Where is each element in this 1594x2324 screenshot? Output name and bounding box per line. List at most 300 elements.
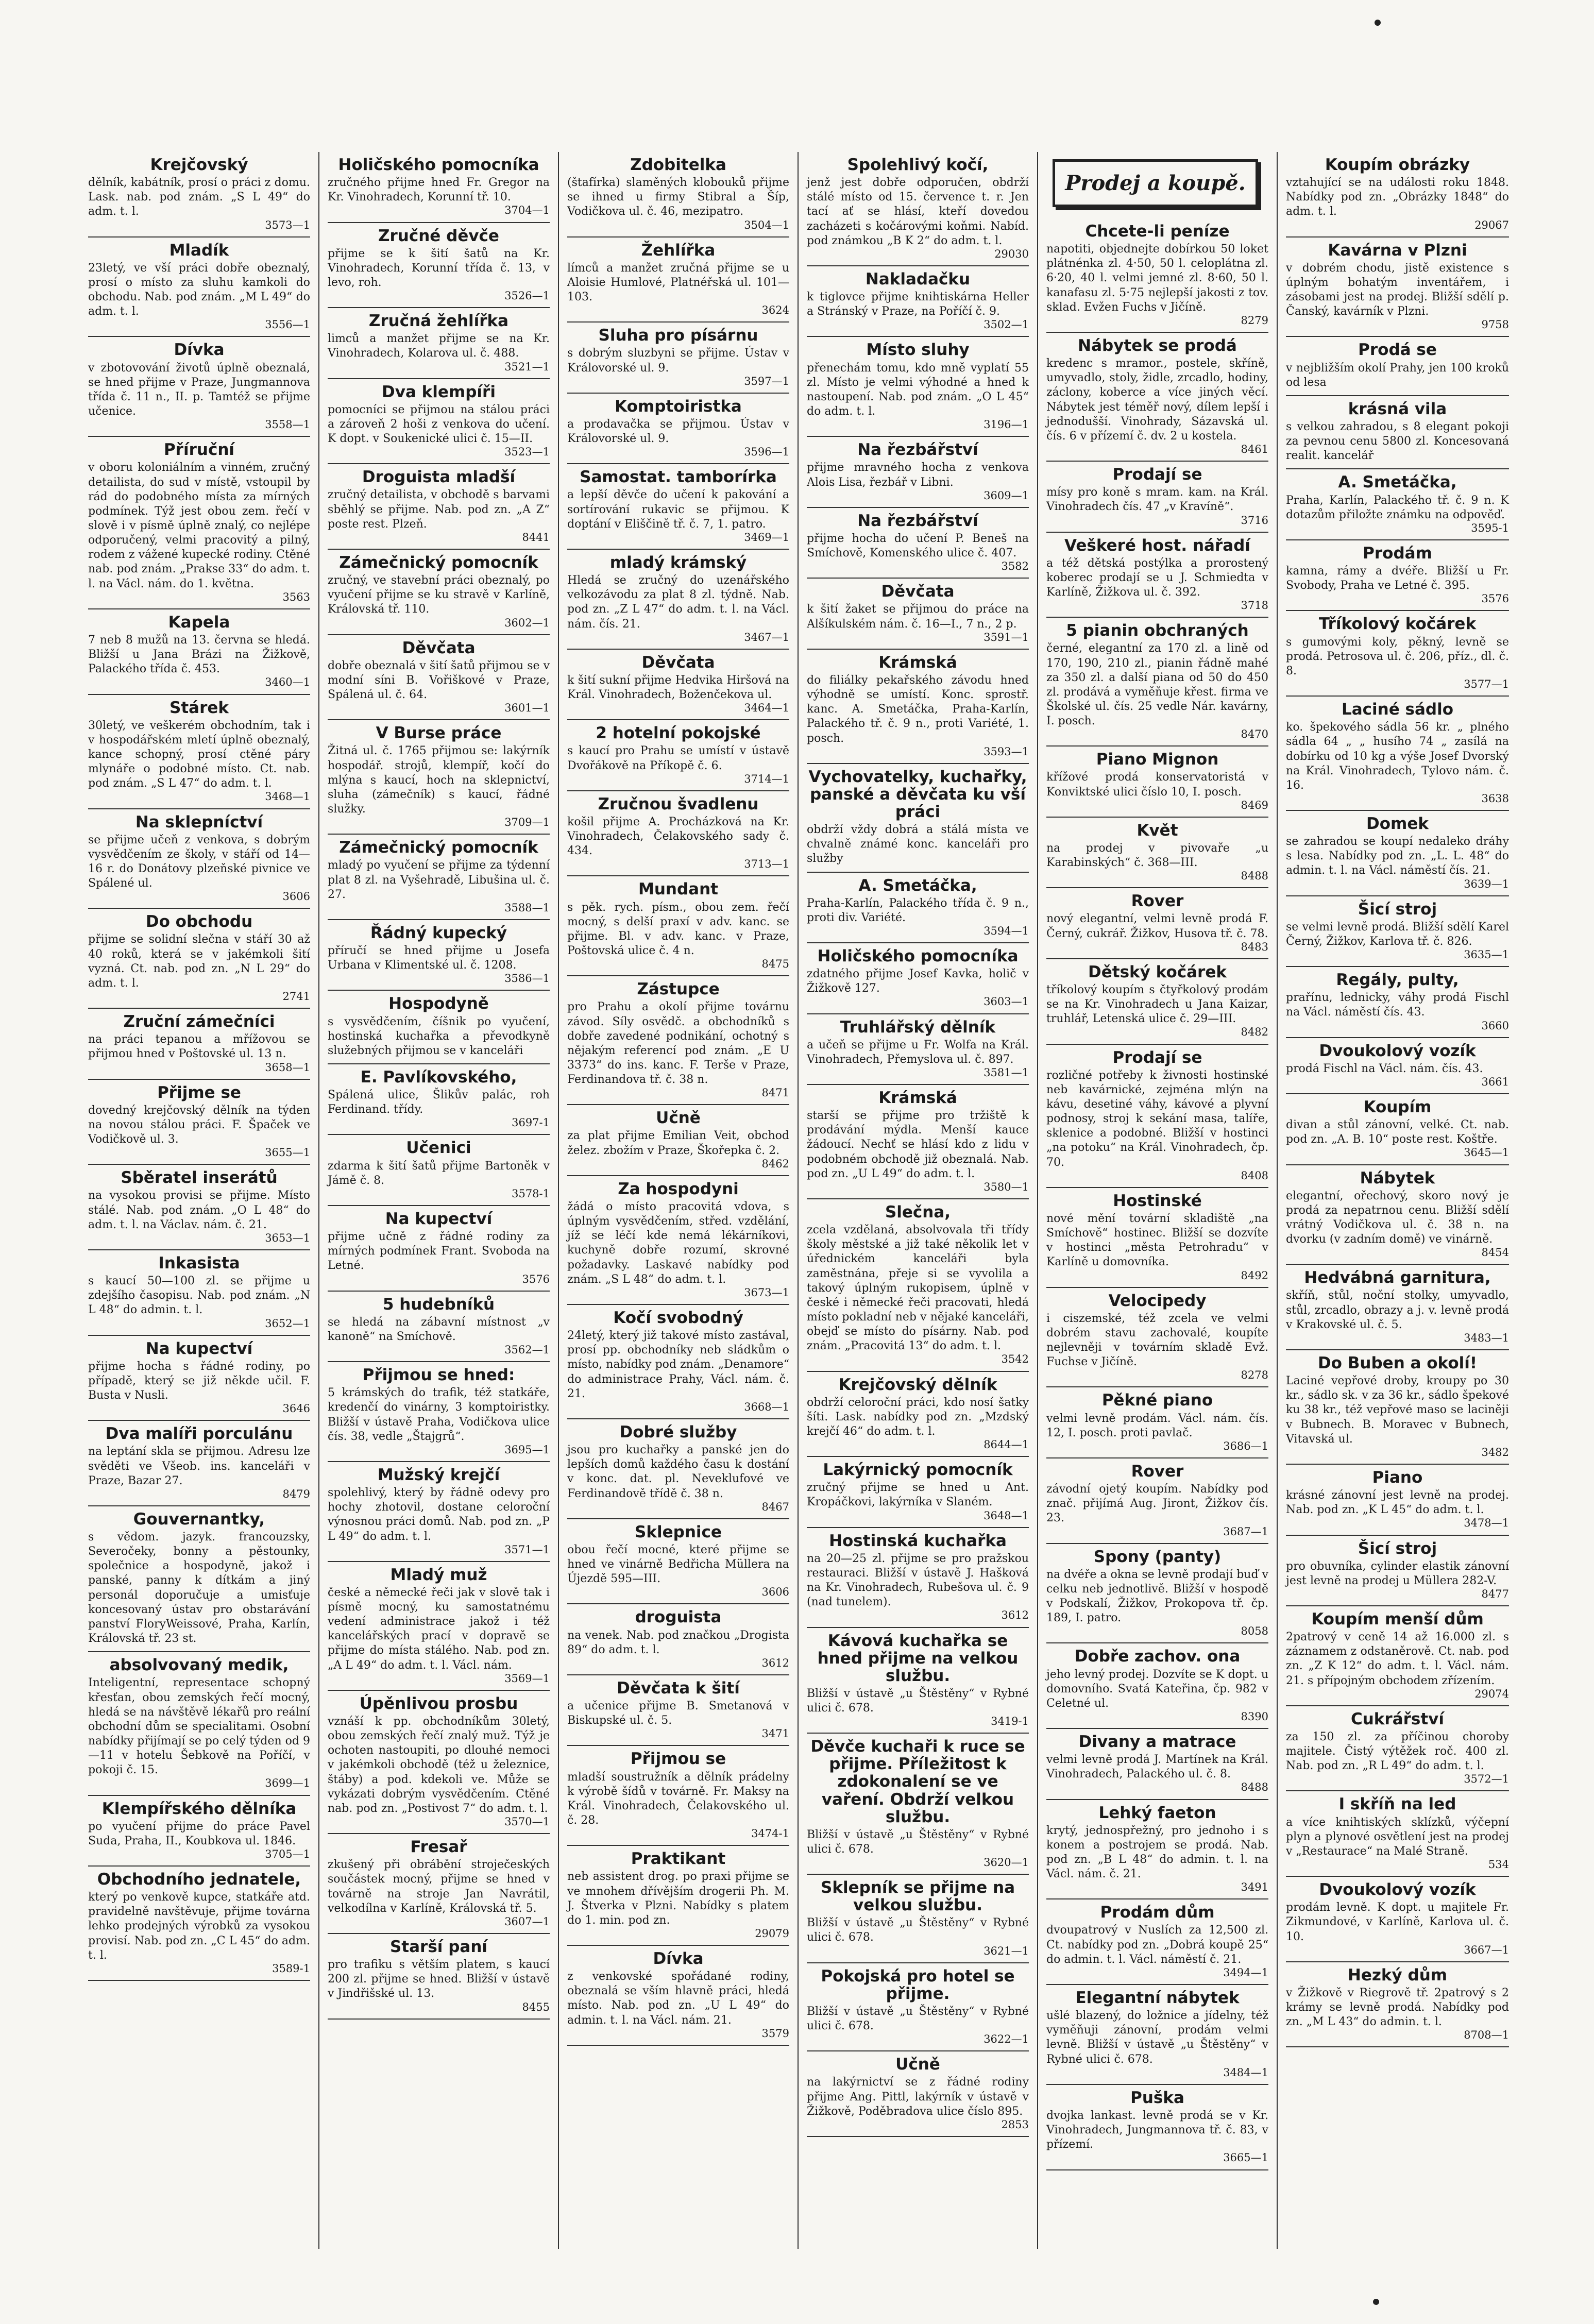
ad-title: Zručná žehlířka: [368, 312, 509, 331]
ad-code: 8471: [761, 1087, 789, 1099]
ad-title: Květ: [1137, 821, 1178, 840]
ad-body: na prodej v pivovaře „u Karabinských“ č. 368—III.: [1046, 841, 1268, 870]
ad-code: 8475: [761, 958, 789, 971]
classified-ad: [88, 1336, 310, 1421]
ad-code: 3655—1: [265, 1146, 310, 1159]
ad-title: Prodám dům: [1100, 1903, 1215, 1922]
ad-body: z venkovské spořádané rodiny, obeznalá se vším hlavně práci, hledá místo. Nab. pod zn. „U L 49“ do admin. t. l. na Václ. nám. 21.: [567, 1970, 789, 2027]
classified-ad: [1286, 469, 1509, 540]
ad-title: Děvčata k šití: [617, 1678, 740, 1698]
ad-body: pro trafiku s větším platem, s kaucí 200 zl. přijme se hned. Bližší v ústavě v Jindřišské ul. 13.: [328, 1958, 550, 2000]
ad-code: 3419-1: [991, 1715, 1029, 1728]
ad-code: 3635—1: [1464, 948, 1509, 961]
ad-code: 3612: [761, 1656, 789, 1669]
classified-ad: [328, 1135, 550, 1206]
ad-title: Cukrářství: [1350, 1709, 1445, 1728]
ad-title: Divany a matrace: [1078, 1733, 1236, 1752]
ad-body: a učeň se přijme u Fr. Wolfa na Král. Vinohradech, Přemyslova ul. č. 897.: [807, 1038, 1029, 1066]
ad-code: 29079: [755, 1927, 789, 1940]
ad-body: české a německé řeči jak v slově tak i písmě mocný, ku samostatnému vedení administrace jakož i též kancelářských prací v dopravě se přijme do místa stálého. Nab. pod zn. „A L 49“ do adm. t. l. Václ. nám.: [328, 1586, 550, 1672]
classified-ad: [328, 1206, 550, 1292]
classified-ad: [88, 337, 310, 437]
ad-body: a více knihtiských sklízků, výčepní plyn a plynové osvětlení jest na prodej v „Restaurace“ na Malé Straně.: [1286, 1816, 1509, 1858]
classified-ad: [88, 238, 310, 337]
classified-ad: [328, 1362, 550, 1462]
ad-code: 3705—1: [265, 1847, 310, 1860]
classified-ad: [1046, 333, 1268, 462]
classified-ad: [1046, 218, 1268, 333]
ad-title: Pěkné piano: [1101, 1391, 1213, 1410]
ad-body: nové mění tovární skladiště „na Smíchově“ hostinec. Bližší se dozvíte v hostinci „města Petrohradu“ v Karlíně u domovníka.: [1046, 1212, 1268, 1269]
ad-title: Děvče kuchaři k ruce se přijme. Příležitost k zdokonalení se ve vaření. Obdrží velkou službu.: [810, 1737, 1025, 1826]
ad-body: přijme mravného hocha z venkova Alois Lisa, řezbář v Libni.: [807, 461, 1029, 489]
ad-title: Dva malíři porculánu: [105, 1424, 293, 1444]
classified-ad: [567, 323, 789, 394]
classified-ad: [88, 1165, 310, 1250]
classified-ad: [807, 1875, 1029, 1963]
classified-ad: [807, 1734, 1029, 1875]
ad-title: Nakladačku: [865, 269, 971, 289]
ad-title: Hostinské: [1113, 1191, 1202, 1210]
ad-code: 3673—1: [744, 1286, 789, 1299]
ad-body: mladší soustružník a dělník prádelny k výrobě šídů v továrně. Fr. Maksy na Král. Vinohradech, Čelakovského ul. č. 28.: [567, 1770, 789, 1827]
ad-title: droguista: [635, 1608, 722, 1627]
classified-ad: [807, 1628, 1029, 1734]
ad-code: 3607—1: [504, 1915, 550, 1928]
classified-ad: [1046, 1643, 1268, 1729]
ad-body: spolehlivý, který by řádně odevy pro hochy zhotovil, dostane celoroční výnosnou práci domů. Nab. pod zn. „P L 49“ do adm. t. l.: [328, 1486, 550, 1543]
ad-title: Sběratel inserátů: [121, 1168, 278, 1188]
ad-body: přenechám tomu, kdo mně vyplatí 55 zl. Místo je velmi výhodné a hned k nastoupení. Nab. pod znám. „O L 45“ do adm. t. l.: [807, 361, 1029, 418]
ad-code: 8488: [1241, 870, 1268, 883]
ad-title: Dívka: [174, 341, 225, 360]
ad-title: Dívka: [653, 1949, 704, 1969]
ad-body: zručný detailista, v obchodě s barvami sběhlý se přijme. Nab. pod zn. „A Z“ poste rest. Plzeň.: [328, 488, 550, 531]
classified-ad: [328, 635, 550, 721]
classified-ad: [1286, 540, 1509, 612]
classified-ad: [88, 695, 310, 809]
classified-ad: [807, 1085, 1029, 1199]
ad-code: 3581—1: [983, 1066, 1029, 1079]
ad-body: obdrží celoroční práci, kdo nosí šatky šíti. Lask. nabídky pod zn. „Mzdský krejčí 46“ do adm. t. l.: [807, 1396, 1029, 1438]
classified-ad: [1286, 1265, 1509, 1350]
ad-code: 3695—1: [504, 1443, 550, 1456]
classified-ad: [88, 1506, 310, 1652]
ad-body: ušlé blazený, do ložnice a jídelny, též vyměňuji zánovní, prodám velmi levně. Bližší v ústavě „u Štěstěny“ v Rybné ulici č. 678.: [1046, 2009, 1268, 2066]
ad-body: s dobrým sluzbyni se přijme. Ústav v Královorské ul. 9.: [567, 347, 789, 375]
ad-code: 29067: [1474, 218, 1509, 231]
ad-code: 8390: [1241, 1710, 1268, 1723]
ad-title: A. Smetáčka,: [858, 876, 977, 895]
classified-ad: [328, 152, 550, 223]
ad-code: 3622—1: [983, 2033, 1029, 2046]
classified-ad: [328, 991, 550, 1064]
classified-ad: [88, 1867, 310, 1981]
classified-ad: [328, 1834, 550, 1934]
ad-title: Inkasista: [158, 1253, 240, 1273]
classified-ad: [1286, 1165, 1509, 1265]
classified-ad: [807, 2051, 1029, 2137]
classified-ads-page: [80, 152, 1517, 2249]
classified-ad: [567, 1675, 789, 1746]
ad-body: vztahující se na události roku 1848. Nabídky pod zn. „Obrázky 1848“ do adm. t. l.: [1286, 176, 1509, 218]
scan-speck: [1373, 2299, 1379, 2305]
classified-ad: [1046, 1729, 1268, 1800]
ad-body: přijme se k šití šatů na Kr. Vinohradech, Korunní třída č. 13, v levo, roh.: [328, 247, 550, 289]
ad-title: Krejčovský: [150, 156, 248, 174]
classified-ad: [807, 1199, 1029, 1372]
ad-title: Mužský krejčí: [377, 1465, 500, 1484]
ad-title: Elegantní nábytek: [1075, 1989, 1240, 2008]
ad-title: Lakýrnický pomocník: [823, 1461, 1013, 1480]
classified-ad: [1286, 1791, 1509, 1877]
classified-ad: [807, 1372, 1029, 1457]
classified-ad: [328, 1064, 550, 1135]
classified-ad: [328, 1292, 550, 1363]
ad-title: Prodám: [1363, 544, 1432, 563]
classified-ad: [567, 650, 789, 721]
ad-code: 3714—1: [744, 772, 789, 785]
ad-title: Truhlářský dělník: [840, 1017, 996, 1037]
ad-title: Příruční: [163, 440, 235, 460]
ad-title: Do obchodu: [145, 912, 253, 931]
ad-title: Hospodyně: [388, 994, 489, 1013]
ad-title: 5 pianin obchraných: [1066, 621, 1249, 640]
ad-code: 3594—1: [983, 924, 1029, 937]
ad-code: 3620—1: [983, 1856, 1029, 1869]
ad-body: na dvéře a okna se levně prodají buď v celku neb jednotlivě. Bližší v hospodě v Podskalí, Žižkov, Prokopova tř. čp. 189, I. patro.: [1046, 1568, 1268, 1625]
ad-code: 3639—1: [1464, 877, 1509, 890]
classified-ad: [567, 1946, 789, 2046]
ad-title: Fresař: [410, 1838, 467, 1857]
ad-body: Inteligentní, representace schopný křesťan, obou zemských řečí mocný, hledá se na návštěvě lékařů pro reální obchodní dům se specialitami. Osobní nabídky přijímají se po celý týden od 9—11 v hotelu Šebkově na Poříčí, v pokoji č. 15.: [88, 1676, 310, 1777]
ad-code: 3467—1: [744, 631, 789, 643]
ad-code: 3595-1: [1471, 521, 1509, 534]
ad-code: 8278: [1241, 1369, 1268, 1382]
ad-body: v dobrém chodu, jistě existence s úplným bohatým inventářem, i zásobami jest na prodej. Bližší sdělí p. Čanský, kavárník v Plzni.: [1286, 261, 1509, 318]
ad-title: V Burse práce: [376, 724, 502, 743]
classified-ad: [1286, 896, 1509, 968]
ad-code: 3580—1: [983, 1180, 1029, 1193]
ad-code: 3526—1: [504, 290, 550, 302]
ad-code: 3591—1: [983, 631, 1029, 643]
ad-body: zcela vzdělaná, absolvovala tři třídy školy městské a již také několik let v úřednickém kanceláři byla zaměstnána, přeje si se vyvolila a takový úplným rukopisem, úplně v české i německé řeči pracovati, hledá místo pokladní neb v nějaké kanceláři, obejď se místo do písárny. Nab. pod znám. „Pracovitá 13“ do adm. t. l.: [807, 1224, 1029, 1353]
ad-title: Dvoukolový vozík: [1319, 1041, 1476, 1060]
ad-code: 3609—1: [983, 489, 1029, 502]
ad-body: k šití sukní přijme Hedvika Hiršová na Král. Vinohradech, Boženčekova ul.: [567, 673, 789, 702]
ad-title: Krámská: [878, 653, 957, 672]
column-3: [559, 152, 799, 2249]
ad-title: Regály, pulty,: [1336, 971, 1459, 990]
ad-code: 8455: [522, 2000, 550, 2013]
ad-title: Místo sluhy: [866, 341, 970, 360]
classified-ad: [567, 238, 789, 323]
ad-title: absolvovaný medik,: [109, 1656, 289, 1675]
ad-title: Děvčata: [402, 638, 476, 657]
classified-ad: [88, 1080, 310, 1165]
ad-body: Laciné vepřové droby, kroupy po 30 kr., sádlo sk. v za 36 kr., sádlo špekové ku 38 kr., též vepřové maso se laciněji v Bubnech. B. Moravec v Bubnech, Vitavská ul.: [1286, 1375, 1509, 1446]
ad-title: Obchodního jednatele,: [97, 1870, 301, 1889]
ad-body: s gumovými koly, pěkný, levně se prodá. Petrosova ul. č. 206, příz., dl. č. 8.: [1286, 635, 1509, 677]
ad-body: elegantní, ořechový, skoro nový je prodá za nepatrnou cenu. Bližší sdělí vrátný Vodičkova ul. č. 38 n. na dvorku (v zadním domě) ve vinárně.: [1286, 1189, 1509, 1246]
ad-code: 3716: [1241, 514, 1268, 527]
ad-code: 29074: [1474, 1687, 1509, 1700]
classified-ad: [567, 1519, 789, 1605]
ad-body: s velkou zahradou, s 8 elegant pokoji za pevnou cenu 5800 zl. Koncesovaná realit. kancelář: [1286, 420, 1509, 463]
ad-code: 3569—1: [504, 1672, 550, 1685]
ad-body: velmi levně prodá J. Martínek na Král. Vinohradech, Palackého ul. č. 8.: [1046, 1753, 1268, 1781]
ad-body: velmi levně prodám. Václ. nám. čís. 12, I. posch. proti pavlač.: [1046, 1412, 1268, 1439]
ad-body: mísy pro koně s mram. kam. na Král. Vinohradech čís. 47 „v Kravíně“.: [1046, 486, 1268, 514]
ad-code: 3576: [522, 1273, 550, 1285]
classified-ad: [328, 223, 550, 309]
ad-title: Samostat. tamborírka: [580, 468, 777, 487]
ad-body: dělník, kabátník, prosí o práci z domu. Lask. nab. pod znám. „S L 49“ do adm. t. l.: [88, 176, 310, 218]
section-header: Prodej a koupě.: [1053, 159, 1258, 207]
ad-body: a též dětská postýlka a prorostený koberec prodají se u J. Schmiedta v Karlíně, Žižkova ul. č. 392.: [1046, 556, 1268, 599]
ad-code: 3571—1: [504, 1543, 550, 1556]
ad-body: se zahradou se koupí nedaleko dráhy s lesa. Nabídky pod zn. „L. L. 48“ do admin. t. l. na Václ. náměstí čís. 21.: [1286, 835, 1509, 877]
column-2: [319, 152, 559, 2249]
ad-title: I skříň na led: [1338, 1795, 1456, 1814]
ad-body: v Žižkově v Riegrově tř. 2patrový s 2 krámy se levně prodá. Nabídky pod zn. „M L 43“ do admin. t. l.: [1286, 1986, 1509, 2029]
ad-code: 8483: [1241, 940, 1268, 953]
classified-ad: [1046, 1045, 1268, 1188]
classified-ad: [567, 1604, 789, 1675]
ad-body: černé, elegantní za 170 zl. a lině od 170, 190, 210 zl., pianin řádně mahé za 350 zl. a další piana od 50 do 450 zl. prodává a vyměňuje křest. firma ve Školské ul. čís. 25 vedle Nár. kavárny, I. posch.: [1046, 642, 1268, 728]
ad-code: 3562—1: [504, 1344, 550, 1356]
classified-ad: [1286, 1465, 1509, 1536]
classified-ad: [88, 1421, 310, 1506]
classified-ad: [328, 464, 550, 550]
ad-title: Vychovatelky, kuchařky, panské a děvčata ku vší práci: [808, 767, 1027, 821]
ad-title: Na sklepníctví: [135, 812, 263, 832]
ad-code: 3603—1: [983, 995, 1029, 1008]
ad-code: 3652—1: [265, 1317, 310, 1330]
ad-code: 3645—1: [1464, 1146, 1509, 1159]
ad-body: pro obuvníka, cylinder elastik zánovní jest levně na prodej u Müllera 282-V.: [1286, 1559, 1509, 1587]
column-4: [799, 152, 1038, 2249]
ad-title: Řádný kupecký: [370, 923, 507, 942]
ad-body: dvoupatrový v Nuslích za 12,500 zl. Ct. nabídky pod zn. „Dobrá koupě 25“ do admin. t. l. Václ. náměstí č. 21.: [1046, 1924, 1268, 1966]
ad-code: 3588—1: [504, 901, 550, 914]
classified-ad: [567, 550, 789, 650]
classified-ad: [328, 920, 550, 991]
ad-body: s pěk. rych. písm., obou zem. řečí mocný, s delší praxí v adv. kanc. se přijme. Bl. v adv. kanc. v Praze, Poštovská ulice č. 4 n.: [567, 901, 789, 957]
ad-code: 2853: [1001, 2118, 1029, 2131]
ad-code: 8441: [522, 531, 550, 544]
ad-title: Klempířského dělníka: [101, 1799, 297, 1818]
ad-title: Rover: [1131, 1462, 1184, 1481]
ad-body: i ciszemské, též zcela ve velmi dobrém stavu zachovalé, koupíte nejlevněji v továrním skladě Evž. Fuchse v Jičíně.: [1046, 1312, 1268, 1369]
ad-body: Praha, Karlín, Palackého tř. č. 9 n. K dotazům přiložte známku na odpověď.: [1286, 494, 1509, 521]
ad-body: zručného přijme hned Fr. Gregor na Kr. Vinohradech, Korunní tř. 10.: [328, 176, 550, 204]
classified-ad: [328, 550, 550, 635]
ad-title: Pokojská pro hotel se přijme.: [821, 1966, 1015, 2003]
ad-body: přijme učně z řádné rodiny za mírných podmínek Frant. Svoboda na Letné.: [328, 1230, 550, 1273]
classified-ad: [1286, 337, 1509, 396]
ad-title: Spony (panty): [1093, 1547, 1222, 1566]
ad-title: Učně: [895, 2055, 940, 2074]
classified-ad: [807, 266, 1029, 337]
ad-title: mladý krámský: [609, 553, 747, 572]
ad-code: 29030: [994, 247, 1029, 260]
ad-body: 24letý, který již takové místo zastával, prosí pp. obchodníky neb sládkům o místo, nabídky pod znám. „Denamore“ do administrace Prahy, Václ. nám. č. 21.: [567, 1329, 789, 1400]
ad-title: 2 hotelní pokojské: [596, 724, 761, 743]
ad-title: Hostinská kuchařka: [829, 1531, 1007, 1550]
classified-ad: [1286, 1606, 1509, 1706]
ad-body: na lakýrnictví se z řádné rodiny přijme Ang. Pittl, lakýrník v ústavě v Žižkově, Poděbradova ulice číslo 895.: [807, 2076, 1029, 2118]
classified-ad: [328, 308, 550, 379]
ad-code: 3589-1: [272, 1962, 310, 1975]
ad-code: 8488: [1241, 1781, 1268, 1794]
classified-ad: [567, 1176, 789, 1305]
ad-code: 3621—1: [983, 1944, 1029, 1957]
ad-title: 5 hudebníků: [382, 1295, 495, 1314]
ad-title: Koupím: [1363, 1098, 1432, 1117]
column-5: [1038, 152, 1278, 2249]
ad-title: Hedvábná garnitura,: [1304, 1268, 1491, 1287]
ad-code: 3665—1: [1223, 2151, 1268, 2164]
classified-ad: [328, 1691, 550, 1834]
ad-body: nový elegantní, velmi levně prodá F. Černý, cukrář. Žižkov, Husova tř. č. 78.: [1046, 912, 1268, 940]
classified-ad: [88, 152, 310, 238]
ad-title: Dobré služby: [619, 1422, 737, 1441]
ad-code: 3484—1: [1223, 2066, 1268, 2079]
ad-title: Puška: [1130, 2088, 1184, 2107]
ad-body: obdrží vždy dobrá a stálá místa ve chvalně známé konc. kanceláři pro služby: [807, 823, 1029, 866]
ad-code: 3576: [1481, 592, 1509, 605]
classified-ad: [1046, 1288, 1268, 1388]
ad-body: kamna, rámy a dvéře. Bližší u Fr. Svobody, Praha ve Letné č. 395.: [1286, 565, 1509, 592]
ad-code: 8462: [761, 1157, 789, 1170]
ad-body: košil přijme A. Procházková na Kr. Vinohradech, Čelakovského sady č. 434.: [567, 815, 789, 858]
ad-title: Kočí svobodný: [613, 1309, 743, 1327]
ad-title: Starší paní: [389, 1937, 488, 1956]
ad-title: Přijmou se hned:: [362, 1366, 515, 1385]
ad-title: Mladík: [169, 241, 229, 260]
classified-ad: [88, 809, 310, 909]
ad-code: 8477: [1481, 1587, 1509, 1600]
ad-body: přijme hocha do učení P. Beneš na Smíchově, Komenského ulice č. 407.: [807, 532, 1029, 560]
ad-title: Do Buben a okolí!: [1317, 1354, 1478, 1373]
classified-ad: [567, 791, 789, 877]
ad-body: na leptání skla se přijmou. Adresu lze svěděti ve Všeob. ins. kanceláři v Praze, Bazar 27.: [88, 1445, 310, 1487]
ad-title: Gouvernantky,: [133, 1509, 265, 1529]
ad-code: 2741: [282, 990, 310, 1003]
ad-code: 3577—1: [1464, 678, 1509, 690]
scan-speck: [1375, 20, 1381, 26]
ad-title: Veškeré host. nářadí: [1064, 536, 1250, 555]
ad-body: který po venkově kupce, statkáře atd. pravidelně navštěvuje, přijme továrna lehko prodejných výrobků za vysokou provisí. Nab. pod zn. „C L 45“ do adm. t. l.: [88, 1891, 310, 1962]
ad-code: 3709—1: [504, 816, 550, 829]
classified-ad: [1046, 533, 1268, 618]
ad-title: Droguista mladší: [362, 468, 516, 487]
ad-body: a učenice přijme B. Smetanová v Biskupské ul. č. 5.: [567, 1700, 789, 1727]
ad-title: Domek: [1366, 815, 1429, 834]
ad-code: 3704—1: [504, 204, 550, 217]
ad-code: 3667—1: [1464, 1943, 1509, 1956]
ad-code: 3661: [1481, 1075, 1509, 1088]
ad-title: Přijmou se: [630, 1750, 726, 1769]
ad-code: 3593—1: [983, 745, 1029, 758]
ad-title: Děvčata: [641, 653, 715, 672]
ad-code: 3474-1: [751, 1827, 789, 1840]
ad-body: s kaucí pro Prahu se umístí v ústavě Dvořákově na Příkopě č. 6.: [567, 744, 789, 772]
classified-ad: [807, 1014, 1029, 1085]
classified-ad: [88, 1250, 310, 1336]
ad-body: (štafírka) slaměných klobouků přijme se ihned u firmy Stibral a Šíp, Vodičkova ul. č. 46, mezipatro.: [567, 176, 789, 218]
ad-body: prodám levně. K dopt. u majitele Fr. Zikmundové, v Karlíně, Karlova ul. č. 10.: [1286, 1901, 1509, 1943]
ad-title: Sluha pro písárnu: [598, 326, 758, 345]
column-6: [1278, 152, 1517, 2249]
ad-title: Slečna,: [885, 1202, 951, 1222]
ad-title: Dvoukolový vozík: [1319, 1880, 1476, 1899]
ad-code: 3686—1: [1223, 1439, 1268, 1452]
classified-ad: [1046, 618, 1268, 747]
ad-title: Prodají se: [1112, 1048, 1202, 1067]
classified-ad: [1046, 1387, 1268, 1458]
ad-title: Žehlířka: [641, 241, 716, 260]
ad-body: dobře obeznalá v šití šatů přijmou se v modní síni B. Vořiškové v Praze, Spálená ul. č. 64.: [328, 659, 550, 702]
ad-code: 3196—1: [983, 418, 1029, 431]
classified-ad: [1286, 1094, 1509, 1165]
ad-body: zručný přijme se hned u Ant. Kropáčkovi, lakýrníka v Slaném.: [807, 1481, 1029, 1509]
ad-body: 23letý, ve vší práci dobře obeznalý, prosí o místo za sluhu kamkoli do obchodu. Nab. pod znám. „M L 49“ do adm. t. l.: [88, 261, 310, 318]
ad-body: prodá Fischl na Václ. nám. čís. 43.: [1286, 1062, 1483, 1075]
ad-body: zdarma k šití šatů přijme Bartoněk v Jámě č. 8.: [328, 1159, 550, 1187]
ad-title: Zručné děvče: [378, 226, 499, 245]
ad-body: rozličné potřeby k živnosti hostinské neb kavárnické, zejména mlýn na kávu, desetiné váhy, kávové a plyvní podnosy, stroj k sekání masa, talíře, sklenice a podobné. Bližší v hostinci „na potoku“ na Král. Vinohradech, čp. 70.: [1046, 1068, 1268, 1169]
ad-body: napotiti, objednejte dobírkou 50 loket plátnénka zl. 4·50, 50 l. celoplátna zl. 6·20, 40 l. velmi jemné zl. 8·60, 50 l. kanafasu zl. 5·75 nejlepší jakosti z tov. sklad. Evžen Fuchs v Jičíně.: [1046, 243, 1268, 314]
classified-ad: [88, 1009, 310, 1080]
ad-code: 3606: [761, 1586, 789, 1599]
ad-code: 3523—1: [504, 446, 550, 459]
ad-code: 3668—1: [744, 1400, 789, 1413]
ad-code: 3596—1: [744, 446, 789, 459]
classified-ad: [807, 1528, 1029, 1628]
classified-ad: [567, 876, 789, 976]
classified-ad: [1286, 152, 1509, 238]
ad-code: 3612: [1001, 1609, 1029, 1622]
classified-ad: [328, 379, 550, 465]
ad-body: jenž jest dobře odporučen, obdrží stálé místo od 15. července t. r. Jen tací ať se hlásí, kteří dovedou zacházeti s kočárovými koňmi. Nabíd. pod známkou „B K 2“ do adm. t. l.: [807, 176, 1029, 247]
ad-title: Krámská: [878, 1089, 957, 1107]
ad-body: Bližší v ústavě „u Štěstěny“ v Rybné ulici č. 678.: [807, 1687, 1029, 1715]
ad-body: 5 krámských do trafik, též statkáře, kredenčí do vinárny, 3 komptoiristky. Bližší v ústavě Praha, Vodičkova ulice čís. 38, vedle „Štajgrů“.: [328, 1386, 550, 1443]
ad-code: 3602—1: [504, 616, 550, 629]
classified-ad: [328, 1562, 550, 1691]
ad-body: k tiglovce přijme knihtiskárna Heller a Stránský v Praze, na Poříčí č. 9.: [807, 291, 1029, 318]
ad-body: Žitná ul. č. 1765 přijmou se: lakýrník hospodář. strojů, klempíř, kočí do mlýna s kaucí, hoch na sklepnictví, sluha (zámečník) s kaucí, řádné služky.: [328, 744, 550, 816]
classified-ad: [1046, 2085, 1268, 2170]
classified-ad: [328, 1462, 550, 1562]
classified-ad: [328, 835, 550, 920]
ad-code: 3464—1: [744, 702, 789, 715]
ad-title: Zruční zámečníci: [123, 1012, 275, 1031]
ad-code: 3653—1: [265, 1231, 310, 1244]
classified-ad: [567, 394, 789, 465]
ad-title: Zámečnický pomocník: [339, 553, 538, 572]
ad-body: tříkolový koupím s čtyřkolový prodám se na Kr. Vinohradech u Jana Kaizar, truhlář, Letenská ulice č. 29—III.: [1046, 983, 1268, 1026]
classified-ad: [1046, 747, 1268, 818]
classified-ad: [1286, 611, 1509, 697]
classified-ad: [88, 609, 310, 695]
ad-body: příručí se hned přijme u Josefa Urbana v Klimentské ul. č. 1208.: [328, 944, 550, 972]
ad-title: Za hospodyni: [618, 1179, 739, 1198]
ad-title: Přijme se: [157, 1083, 241, 1102]
classified-ad: [1286, 1350, 1509, 1465]
